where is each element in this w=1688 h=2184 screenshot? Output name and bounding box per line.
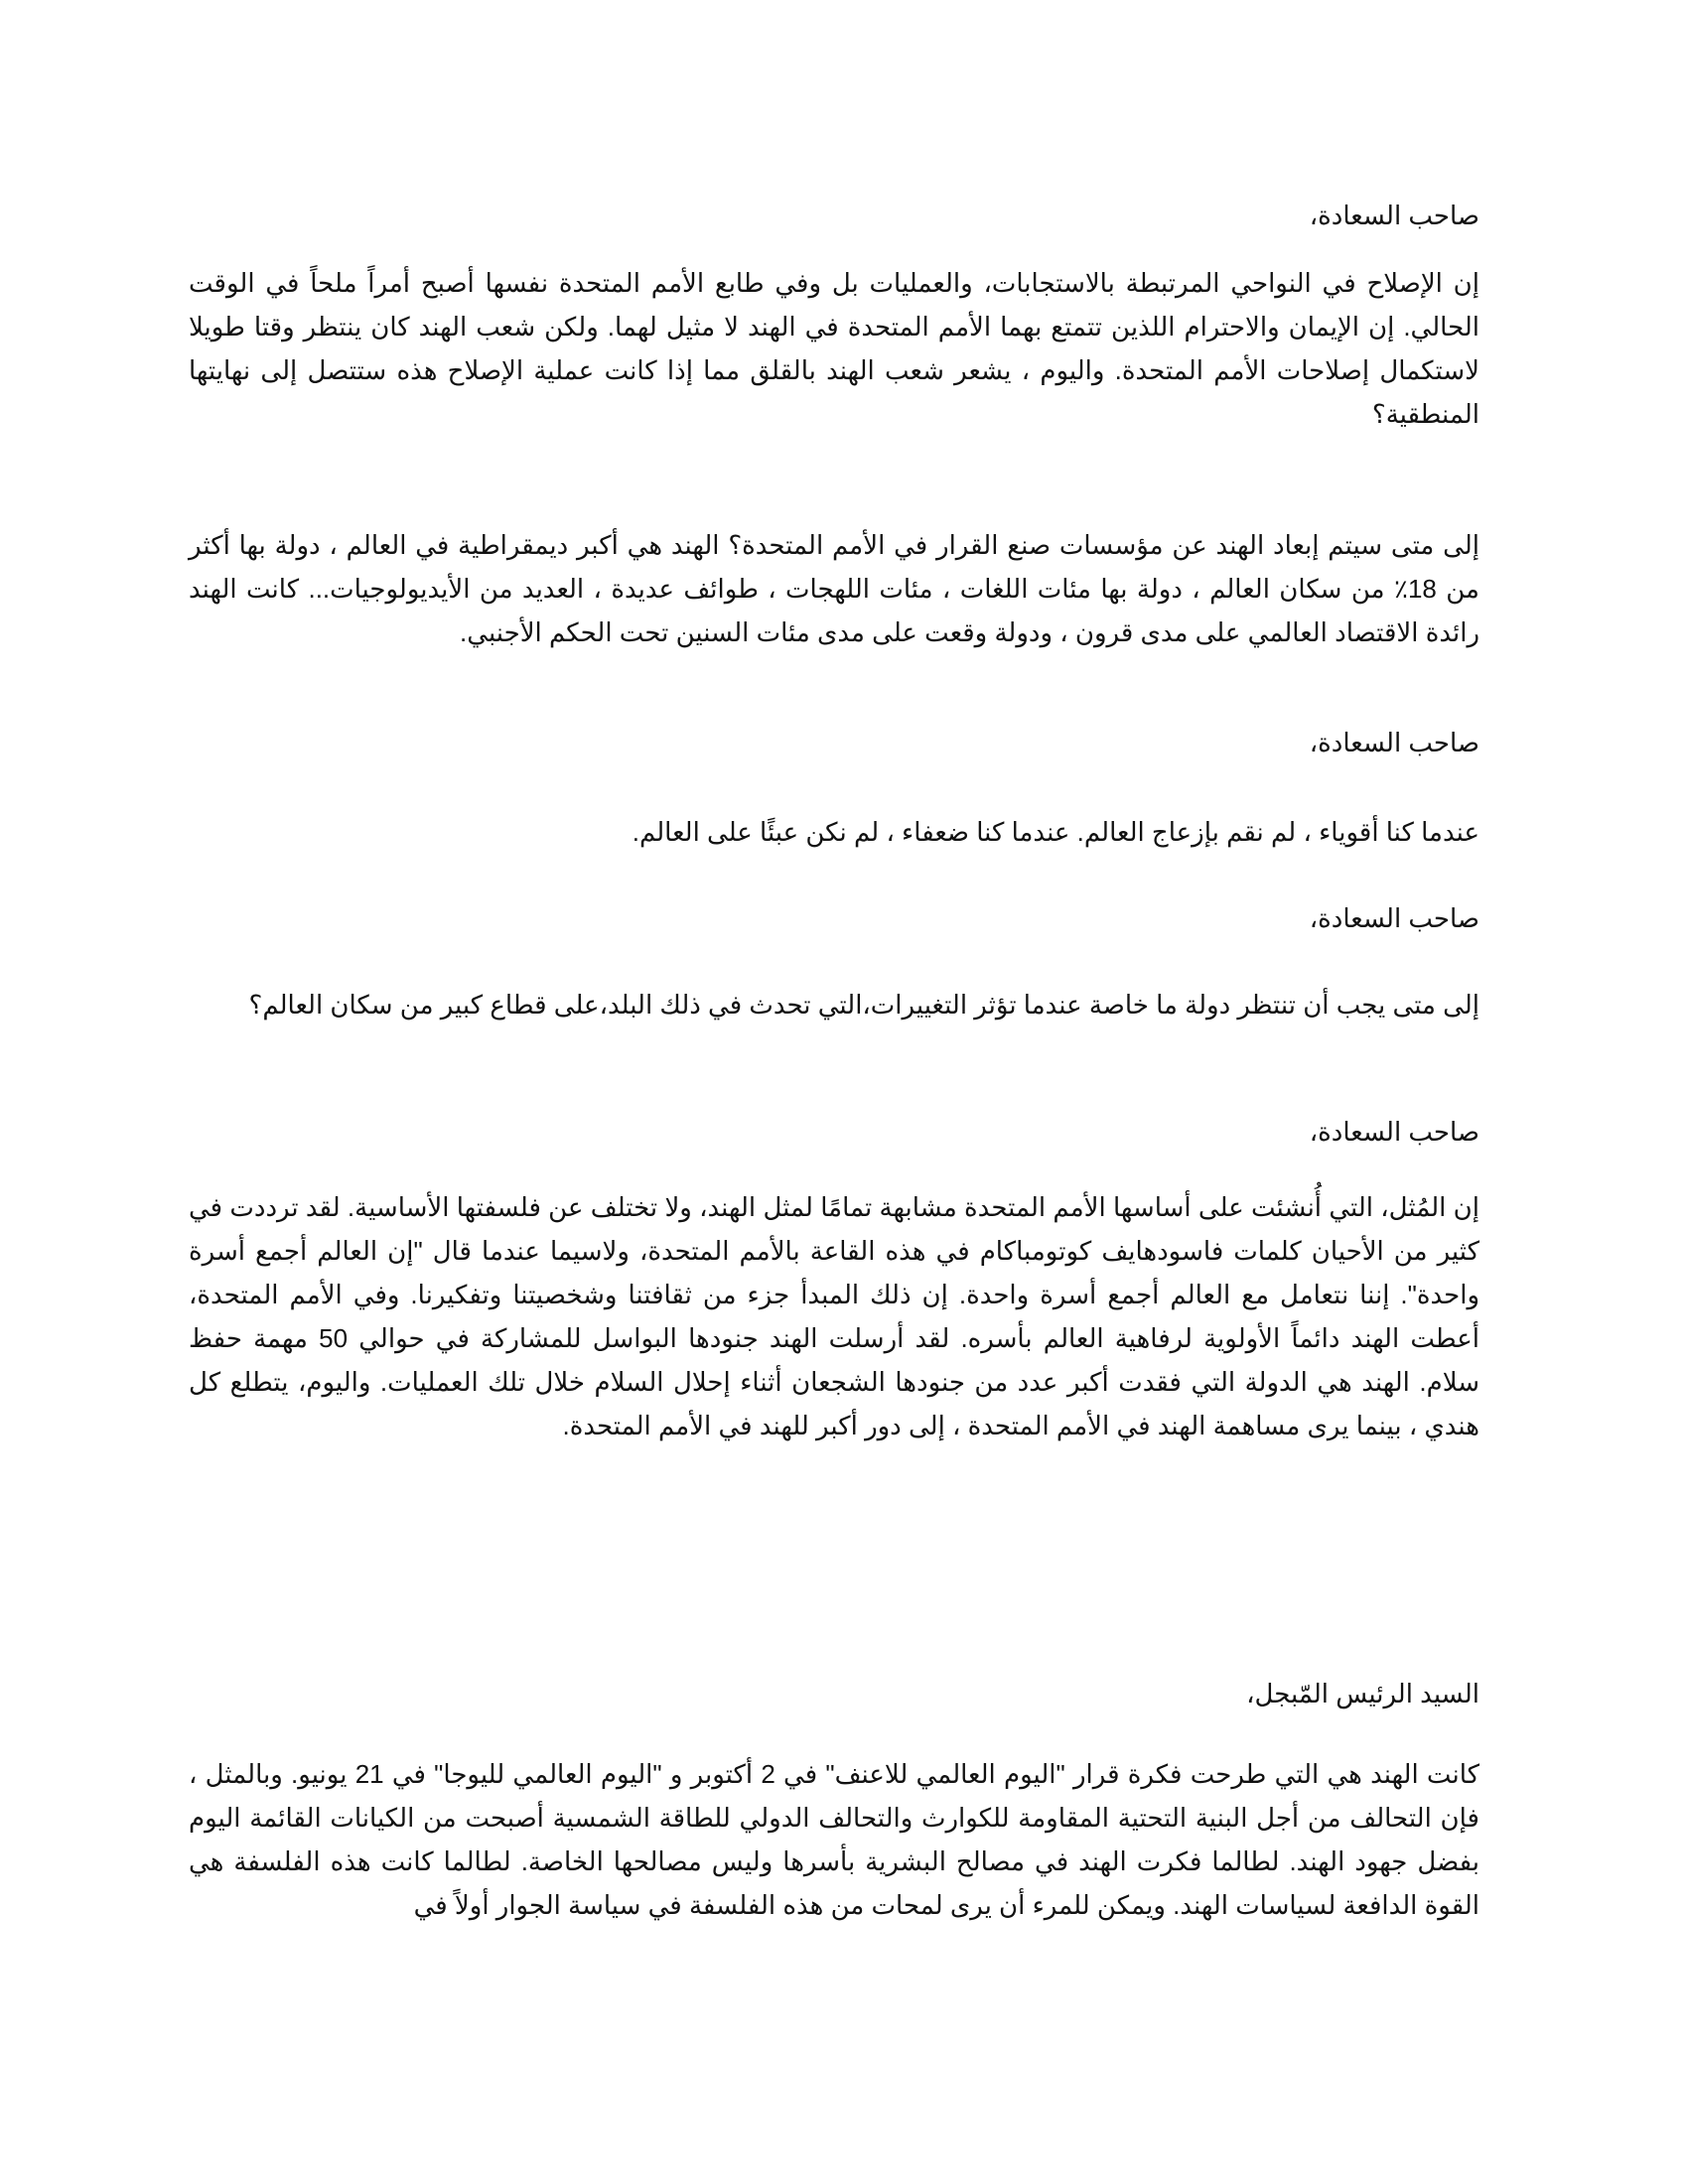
salutation-excellency-3: صاحب السعادة، bbox=[1309, 903, 1479, 933]
paragraph-india-excluded: إلى متى سيتم إبعاد الهند عن مؤسسات صنع القرار في الأمم المتحدة؟ الهند هي أكبر ديمقراطية في العالم ، دولة بها أكثر من 18٪ من سكان العالم ، دولة بها مئات اللغات ، مئات اللهجات ، طوائف عديدة ، العديد من الأيديولوجيات... كانت الهند رائدة الاقتصاد العالمي على مدى قرون ، ودولة وقعت على مدى مئات السنين تحت الحكم الأجنبي. bbox=[189, 530, 1479, 647]
salutation-excellency-1: صاحب السعادة، bbox=[1309, 201, 1479, 230]
document-page bbox=[189, 0, 1479, 2184]
paragraph-india-initiatives: كانت الهند هي التي طرحت فكرة قرار "اليوم العالمي للاعنف" في 2 أكتوبر و "اليوم العالمي لليوجا" في 21 يونيو. وبالمثل ، فإن التحالف من أجل البنية التحتية المقاومة للكوارث والتحالف الدولي للطاقة الشمسية أصبحت من الكيانات القائمة اليوم بفضل جهود الهند. لطالما فكرت الهند في مصالح البشرية بأسرها وليس مصالحها الخاصة. لطالما كانت هذه الفلسفة هي القوة الدافعة لسياسات الهند. ويمكن للمرء أن يرى لمحات من هذه الفلسفة في سياسة الجوار أولاً في bbox=[189, 1759, 1479, 1920]
paragraph-un-ideals: إن المُثل، التي أُنشئت على أساسها الأمم المتحدة مشابهة تمامًا لمثل الهند، ولا تختلف عن فلسفتها الأساسية. لقد ترددت في كثير من الأحيان كلمات فاسودهايف كوتومباكام في هذه القاعة بالأمم المتحدة، ولاسيما عندما قال "إن العالم أجمع أسرة واحدة". إننا نتعامل مع العالم أجمع أسرة واحدة. إن ذلك المبدأ جزء من ثقافتنا وشخصيتنا وتفكيرنا. وفي الأمم المتحدة، أعطت الهند دائماً الأولوية لرفاهية العالم بأسره. لقد أرسلت الهند جنودها البواسل للمشاركة في حوالي 50 مهمة حفظ سلام. الهند هي الدولة التي فقدت أكبر عدد من جنودها الشجعان أثناء إحلال السلام خلال تلك العمليات. واليوم، يتطلع كل هندي ، بينما يرى مساهمة الهند في الأمم المتحدة ، إلى دور أكبر للهند في الأمم المتحدة. bbox=[189, 1192, 1479, 1440]
paragraph-how-long-wait: إلى متى يجب أن تنتظر دولة ما خاصة عندما تؤثر التغييرات،التي تحدث في ذلك البلد،على قطاع كبير من سكان العالم؟ bbox=[248, 990, 1479, 1020]
paragraph-strong-weak: عندما كنا أقوياء ، لم نقم بإزعاج العالم. عندما كنا ضعفاء ، لم نكن عبئًا على العالم. bbox=[632, 817, 1479, 847]
salutation-excellency-4: صاحب السعادة، bbox=[1309, 1117, 1479, 1147]
salutation-excellency-2: صاحب السعادة، bbox=[1309, 728, 1479, 757]
paragraph-reform-urgency: إن الإصلاح في النواحي المرتبطة بالاستجابات، والعمليات بل وفي طابع الأمم المتحدة نفسها أصبح أمراً ملحاً في الوقت الحالي. إن الإيمان والاحترام اللذين تتمتع بهما الأمم المتحدة في الهند لا مثيل لهما. ولكن شعب الهند كان ينتظر وقتا طويلا لاستكمال إصلاحات الأمم المتحدة. واليوم ، يشعر شعب الهند بالقلق مما إذا كانت عملية الإصلاح هذه ستتصل إلى نهايتها المنطقية؟ bbox=[189, 268, 1479, 429]
salutation-president: السيد الرئيس المّبجل، bbox=[1246, 1679, 1479, 1708]
